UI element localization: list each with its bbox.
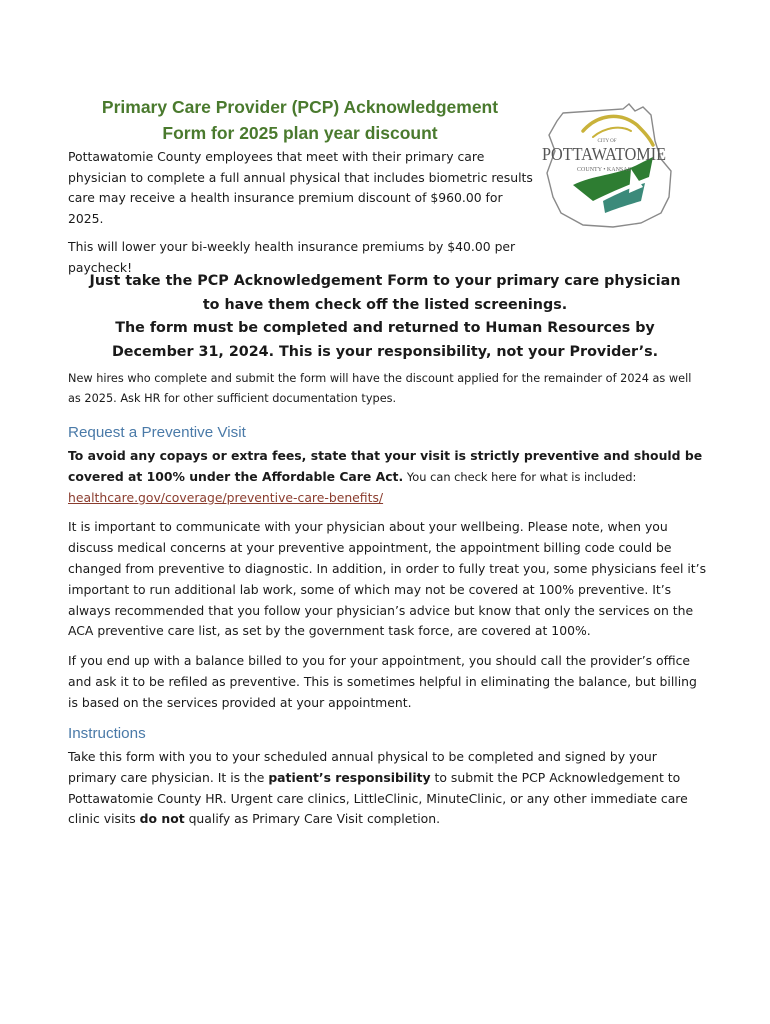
preventive-section — [68, 423, 708, 723]
preventive-paragraph-1 — [68, 446, 708, 508]
instructions-bold-2: do not — [139, 811, 185, 827]
intro-paragraph-2: This will lower your bi-weekly health insurance premiums by $40.00 per paycheck! — [68, 239, 516, 275]
title-line-1: Primary Care Provider (PCP) Acknowledgement — [101, 97, 499, 117]
instructions-bold-1: patient’s responsibility — [268, 769, 431, 785]
intro-section — [68, 147, 538, 286]
callout-notice — [68, 270, 702, 364]
callout-line-4: December 31, 2024. This is your responsibility, not your Provider’s. — [111, 343, 659, 360]
logo-top-text: CITY OF — [597, 139, 617, 144]
instructions-heading: Instructions — [68, 725, 146, 742]
instructions-text-1: Take this form with you to your scheduled annual physical to be completed and signed by your primary care physician. It is the — [68, 749, 657, 785]
instructions-text-2: to submit the PCP Acknowledgement to Pottawatomie County HR. Urgent care clinics, LittleClinic, MinuteClinic, or any other immediate care clinic visits — [68, 769, 688, 827]
logo-subtitle: COUNTY • KANSAS — [577, 167, 631, 173]
new-hires-note: New hires who complete and submit the form will have the discount applied for the remainder of 2024 as well as 2025. Ask HR for other sufficient documentation types. — [68, 372, 692, 405]
title-line-2: Form for 2025 plan year discount — [162, 123, 438, 143]
preventive-check-text: You can check here for what is included: — [403, 469, 637, 484]
page-title — [60, 94, 540, 146]
instructions-paragraph — [68, 747, 708, 830]
instructions-text-3: qualify as Primary Care Visit completion. — [184, 811, 441, 827]
preventive-benefits-link[interactable]: healthcare.gov/coverage/preventive-care-benefits/ — [68, 489, 384, 505]
callout-line-3: The form must be completed and returned to Human Resources by — [115, 320, 655, 336]
county-logo — [533, 101, 675, 229]
instructions-section — [68, 724, 708, 839]
preventive-paragraph-2: It is important to communicate with your physician about your wellbeing. Please note, when you discuss medical concerns at your preventive appointment, the appointment billing code could be changed from preventive to diagnostic. In addition, in order to fully treat you, some physicians feel it’s important to run additional lab work, some of which may not be covered at 100% preventive. It’s always recommended that you follow your physician’s advice but know that only the services on the ACA preventive care list, as set by the government task force, are covered at 100%. — [68, 519, 707, 639]
intro-paragraph-1: Pottawatomie County employees that meet with their primary care physician to complete a full annual physical that includes biometric results care may receive a health insurance premium discount of $960.00 for 2025. — [68, 149, 533, 226]
preventive-heading: Request a Preventive Visit — [68, 424, 246, 441]
preventive-bold-text: To avoid any copays or extra fees, state that your visit is strictly preventive and should be covered at 100% under the Affordable Care Act. — [68, 448, 703, 484]
callout-line-2: to have them check off the listed screenings. — [202, 296, 568, 313]
logo-name: POTTAWATOMIE — [542, 144, 666, 164]
preventive-paragraph-3: If you end up with a balance billed to you for your appointment, you should call the provider’s office and ask it to be refiled as preventive. This is sometimes helpful in eliminating the balance, but billing is based on the services provided at your appointment. — [68, 653, 697, 710]
callout-line-1: Just take the PCP Acknowledgement Form to your primary care physician — [89, 273, 681, 289]
